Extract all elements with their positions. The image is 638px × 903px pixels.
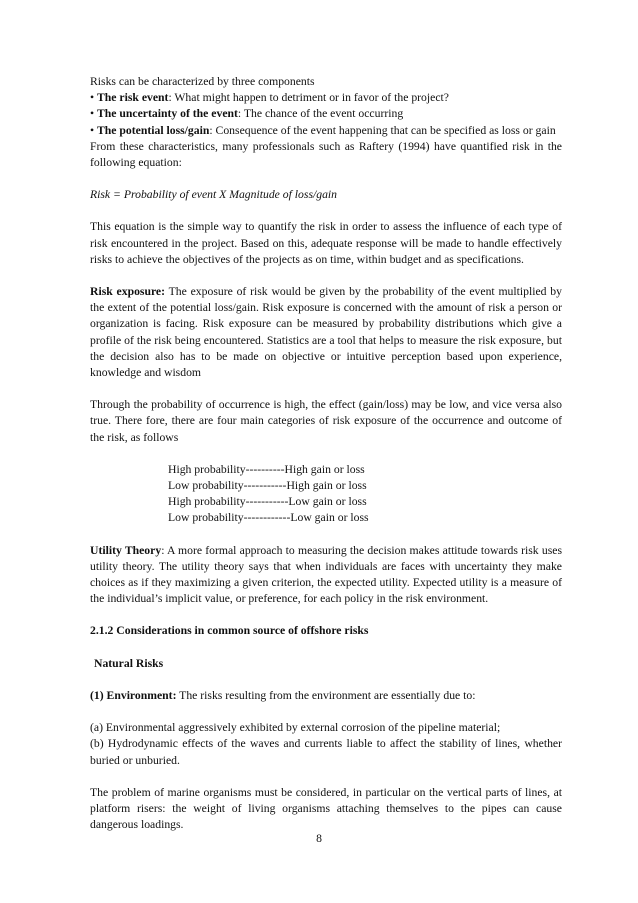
bullet-label: The potential loss/gain (97, 123, 210, 137)
category-item: Low probability-----------High gain or loss (168, 479, 367, 493)
section-heading: 2.1.2 Considerations in common source of offshore risks (90, 624, 369, 638)
risk-equation: Risk = Probability of event X Magnitude of loss/gain (90, 188, 338, 202)
intro-after: From these characteristics, many professionals such as Raftery (1994) have quantified risk in the following equation: (90, 139, 562, 170)
paragraph-environment (90, 688, 562, 704)
paragraph-probability: Through the probability of occurrence is high, the effect (gain/loss) may be low, and vice versa also true. There fore, there are four main categories of risk exposure of the occurrence and outcome of the risk, as follows (90, 398, 562, 444)
risk-exposure-label: Risk exposure: (90, 285, 166, 299)
exposure-categories (168, 462, 562, 527)
utility-text: : A more formal approach to measuring the decision makes attitude towards risk uses utility theory. The utility theory says that when individuals are faces with uncertainty they make choices as if they maximizing a given criterion, the expected utility. Expected utility is a measure of the individual’s implicit value, or preference, for each policy in the risk environment. (90, 543, 562, 606)
environment-text: The risks resulting from the environment are essentially due to: (176, 688, 476, 702)
intro-line: Risks can be characterized by three components (90, 75, 315, 88)
category-item: High probability----------High gain or loss (168, 462, 365, 476)
bullet-label: The uncertainty of the event (97, 107, 238, 121)
bullet-label: The risk event (97, 91, 169, 105)
risk-exposure-text: The exposure of risk would be given by the probability of the event multiplied by the extent of the potential loss/gain. Risk exposure is concerned with the amount of risk a person or organization is facing. Risk exposure can be measured by probability distributions which give a profile of the risk being encountered. Statistics are a tool that helps to measure the risk exposure, but the decision also has to be made on objective or intuitive perception based upon experience, knowledge and wisdom (90, 285, 562, 380)
category-item: Low probability------------Low gain or loss (168, 511, 369, 525)
bullet-text: : The chance of the event occurring (237, 107, 404, 121)
bullet-mark: • (90, 123, 98, 137)
item-b: (b) Hydrodynamic effects of the waves and currents liable to affect the stability of lines, whether buried or unburied. (90, 737, 562, 767)
item-a: (a) Environmental aggressively exhibited by external corrosion of the pipeline material; (90, 721, 501, 735)
subheading-natural-risks: Natural Risks (94, 656, 164, 670)
bullet-text: : What might happen to detriment or in favor of the project? (168, 91, 449, 105)
document-page (90, 74, 562, 833)
bullet-uncertainty (90, 106, 562, 122)
environment-label: (1) Environment: (90, 688, 177, 702)
utility-label: Utility Theory (90, 543, 162, 557)
paragraph-utility (90, 543, 562, 608)
bullet-mark: • (90, 91, 98, 105)
bullet-potential-loss (90, 123, 562, 139)
page-number: 8 (316, 832, 322, 845)
paragraph-equation: This equation is the simple way to quantify the risk in order to assess the influence of each type of risk encountered in the project. Based on this, adequate response will be made to handle effectively risks to achieve the objectives of the projects as on time, within budget and as specifications. (90, 220, 562, 266)
bullet-mark: • (90, 107, 98, 121)
category-item: High probability-----------Low gain or loss (168, 495, 367, 509)
paragraph-marine: The problem of marine organisms must be considered, in particular on the vertical parts of lines, at platform risers: the weight of living organisms attaching themselves to the pipes can cause dangerous loadings. (90, 785, 562, 832)
bullet-risk-event (90, 90, 562, 106)
paragraph-risk-exposure (90, 284, 562, 381)
bullet-text: : Consequence of the event happening that can be specified as loss or gain (209, 123, 556, 137)
